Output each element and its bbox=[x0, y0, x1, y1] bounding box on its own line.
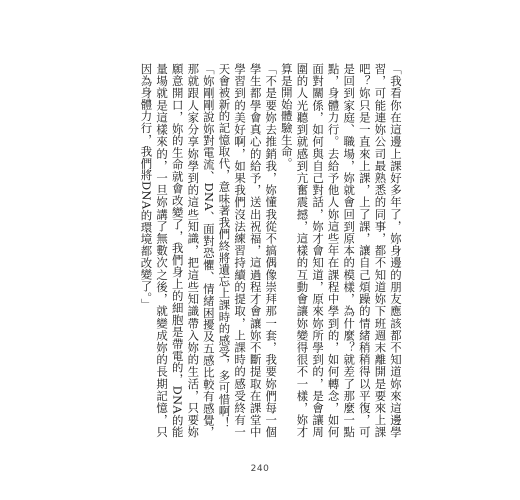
vertical-text-block bbox=[138, 63, 403, 438]
paragraph-2: 「不是要妳去推銷我，妳懂我從不搞偶像崇拜那一套，我要妳們每一個學生都學會真心的給予，送出祝福，這過程才會讓妳不斷提取在課堂中學習到的美好啊，如果我們沒法練習持續的提取，上課時的感受終有一天會被新的記憶取代，意味著我們終將遺忘上課時的感受，多可惜啊！ bbox=[217, 63, 279, 438]
paragraph-3: 「妳剛剛說妳對電流、DNA、面對恐懼、情緒困擾及五感比較有感覺，那就跟人家分享妳學到的這些知識，把這些知識帶入妳的生活，只要妳願意開口，妳的生命就會改變了，我們身上的細胞是帶電的，DNA的能量場就是這樣來的，一旦妳講了無數次之後，就變成妳的長期記憶，只因為身體力行，我們將DNA的環境都改變了。」 bbox=[139, 63, 216, 438]
page-number: 240 bbox=[250, 464, 270, 474]
paragraph-1: 「我看你在這邊上課好多年了，妳身邊的朋友應該都不知道妳來這邊學習，可能連妳公司最熟悉的同事，都不知道妳下班週末離開是要來上課吧？妳只是一直來上課，上了課，讓自己煩躁的情緒稍稍得以平復，可是回到家庭、職場，妳就會回到原本的模樣，為什麼？就差了那麼一點點，身體力行。去給予他人妳這些年在課程中學到的，如何轉念，如何面對關係，如何與自己對話，妳才會知道，原來妳所學到的，是會讓周圍的人光聽到就感到亢奮震撼，這樣的互動會讓妳變得很不一樣，妳才算是開始體驗生命。 bbox=[279, 63, 403, 438]
